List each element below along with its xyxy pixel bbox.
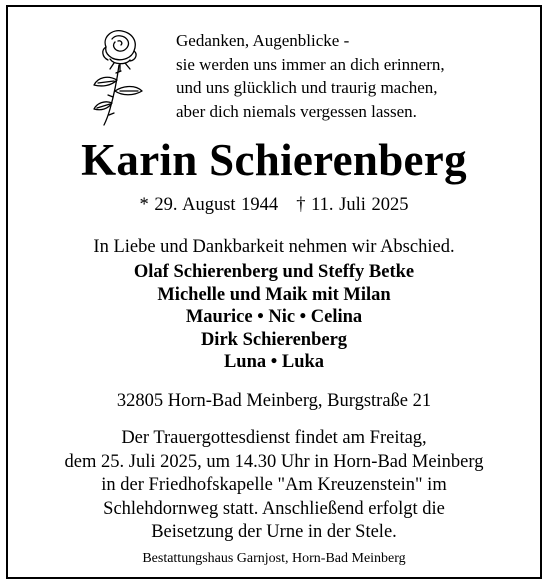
service-line: Schlehdornweg statt. Anschließend erfolgt die	[103, 498, 445, 519]
mourners-list	[8, 261, 540, 374]
service-details	[8, 427, 540, 545]
farewell-intro: In Liebe und Dankbarkeit nehmen wir Abschied.	[93, 237, 455, 257]
mourner-line: Olaf Schierenberg und Steffy Betke	[133, 262, 415, 282]
poem-line: und uns glücklich und traurig machen,	[176, 78, 438, 97]
mourner-line: Dirk Schierenberg	[200, 329, 348, 350]
service-line: in der Friedhofskapelle "Am Kreuzenstein" im	[101, 475, 447, 495]
deceased-name: Karin Schierenberg	[81, 135, 467, 185]
poem-line: aber dich niemals vergessen lassen.	[176, 101, 417, 121]
death-date: † 11. Juli 2025	[296, 195, 409, 215]
poem-line: Gedanken, Augenblicke -	[176, 31, 350, 50]
life-dates	[8, 193, 540, 217]
family-address: 32805 Horn-Bad Meinberg, Burgstraße 21	[116, 391, 432, 411]
birth-date: * 29. August 1944	[139, 195, 279, 215]
mourner-line: Maurice • Nic • Celina	[185, 307, 363, 327]
funeral-home: Bestattungshaus Garnjost, Horn-Bad Meinberg	[142, 551, 406, 566]
service-line: Der Trauergottesdienst findet am Freitag,	[121, 428, 427, 448]
service-line: Beisetzung der Urne in der Stele.	[151, 522, 397, 542]
mourner-line: Luna • Luka	[223, 352, 325, 372]
poem-line: sie werden uns immer an dich erinnern,	[176, 54, 445, 74]
service-line: dem 25. Juli 2025, um 14.30 Uhr in Horn-Bad Meinberg	[64, 451, 484, 472]
poem	[176, 29, 445, 123]
rose-icon	[88, 25, 150, 127]
obituary-notice	[6, 5, 542, 579]
mourner-line: Michelle und Maik mit Milan	[157, 284, 391, 305]
